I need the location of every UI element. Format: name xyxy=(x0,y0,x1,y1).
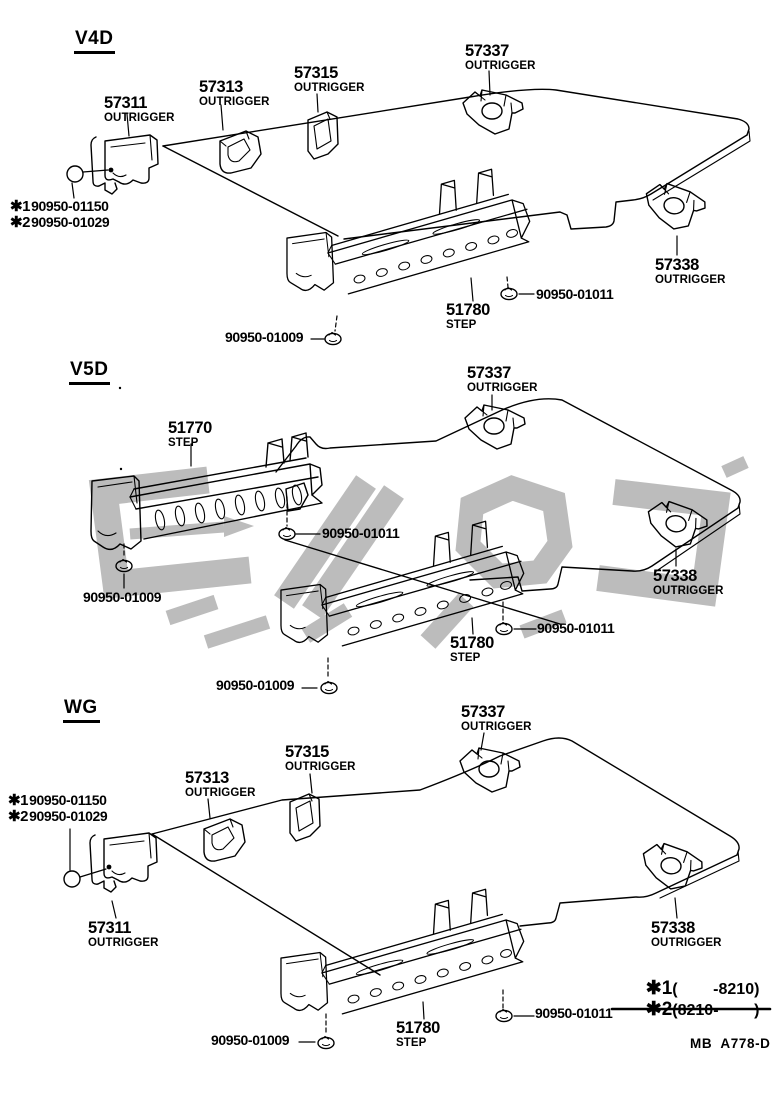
footnote-line-2: ✱2(8210- ) xyxy=(645,999,760,1020)
part-label-57315: 57315 OUTRIGGER xyxy=(285,743,356,773)
plug-90950-01011 xyxy=(496,1010,512,1022)
note-90950-01029: ✱290950-01029 xyxy=(8,808,108,825)
speck-dot xyxy=(119,387,121,389)
fastener-label-90950-01009: 90950-01009 xyxy=(225,329,304,345)
fastener-label-90950-01009: 90950-01009 xyxy=(83,589,162,605)
fastener-label-90950-01011: 90950-01011 xyxy=(536,286,614,302)
plug-90950-01011 xyxy=(496,623,512,635)
plug-90950-01011 xyxy=(279,528,295,540)
part-label-57313: 57313 OUTRIGGER xyxy=(185,769,256,799)
fastener-label-90950-01011: 90950-01011 xyxy=(537,620,615,636)
outrigger-57311 xyxy=(91,135,158,194)
part-label-51780: 51780 STEP xyxy=(396,1019,440,1049)
plug-90950-01009 xyxy=(318,1037,334,1049)
outrigger-57311 xyxy=(90,833,157,892)
rivet-dot xyxy=(109,168,114,173)
part-label-57313: 57313 OUTRIGGER xyxy=(199,78,270,108)
part-label-57311: 57311 OUTRIGGER xyxy=(104,94,175,124)
part-label-57337: 57337 OUTRIGGER xyxy=(465,42,536,72)
leader-lines xyxy=(70,733,677,1042)
note-90950-01150: ✱190950-01150 xyxy=(10,198,109,215)
part-label-51780: 51780 STEP xyxy=(446,301,490,331)
part-label-57338: 57338 OUTRIGGER xyxy=(655,256,726,286)
outrigger-57313 xyxy=(220,131,261,173)
rivet-dot xyxy=(107,865,112,870)
section-header-v4d: V4D xyxy=(74,29,115,54)
clip-icon xyxy=(64,871,80,887)
note-90950-01029: ✱290950-01029 xyxy=(10,214,110,231)
watermark-logo xyxy=(104,462,746,642)
plug-90950-01009 xyxy=(325,333,341,345)
footnote-line-1: ✱1( -8210) xyxy=(645,978,760,999)
outrigger-57338 xyxy=(642,181,708,233)
section-header-v5d: V5D xyxy=(69,360,110,385)
part-label-57315: 57315 OUTRIGGER xyxy=(294,64,365,94)
plug-90950-01009 xyxy=(321,682,337,694)
fastener-label-90950-01009: 90950-01009 xyxy=(211,1032,290,1048)
part-label-57338: 57338 OUTRIGGER xyxy=(653,567,724,597)
section-header-wg: WG xyxy=(63,698,100,723)
speck-dot xyxy=(120,468,122,470)
clip-icon xyxy=(67,166,83,182)
fastener-label-90950-01009: 90950-01009 xyxy=(216,677,295,693)
part-label-57311: 57311 OUTRIGGER xyxy=(88,919,159,949)
part-label-57337: 57337 OUTRIGGER xyxy=(461,703,532,733)
fastener-label-90950-01011: 90950-01011 xyxy=(535,1005,613,1021)
outrigger-57313 xyxy=(204,819,245,861)
part-label-57338: 57338 OUTRIGGER xyxy=(651,919,722,949)
outrigger-57337 xyxy=(465,405,525,449)
plug-90950-01011 xyxy=(501,288,517,300)
part-label-51770: 51770 STEP xyxy=(168,419,212,449)
step-51780 xyxy=(281,889,524,1014)
fastener-label-90950-01011: 90950-01011 xyxy=(322,525,400,541)
note-90950-01150: ✱190950-01150 xyxy=(8,792,107,809)
part-label-57337: 57337 OUTRIGGER xyxy=(467,364,538,394)
outrigger-57315 xyxy=(290,794,320,841)
page-code: MB A778-D xyxy=(690,1036,771,1051)
part-label-51780: 51780 STEP xyxy=(450,634,494,664)
